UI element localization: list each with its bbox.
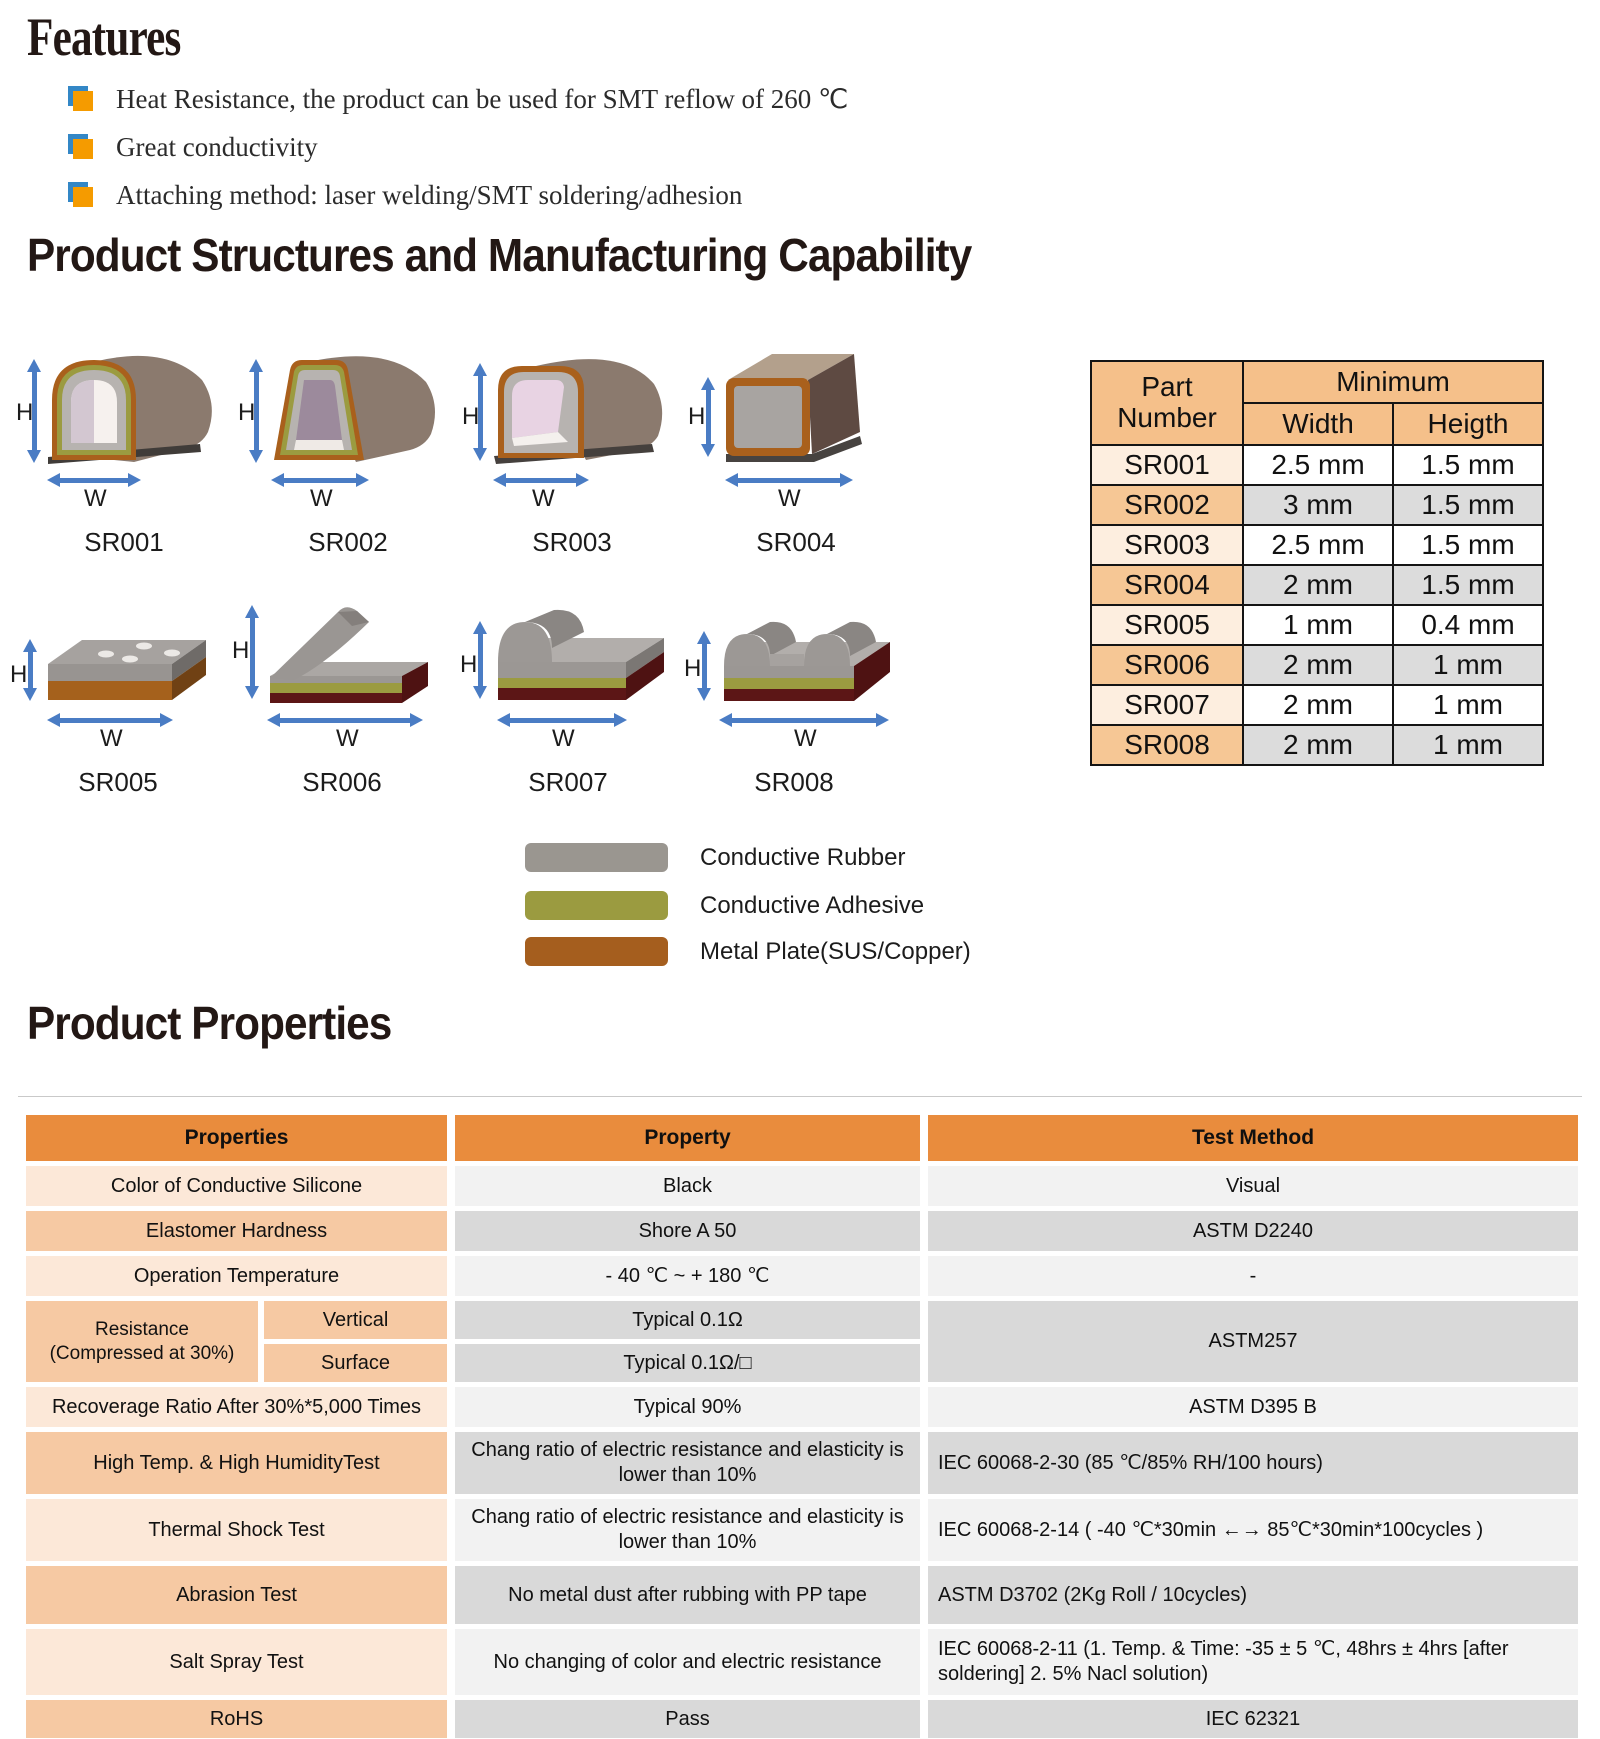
table-row: Color of Conductive Silicone Black Visual bbox=[26, 1166, 1578, 1206]
table-row: Operation Temperature - 40 ℃ ~ + 180 ℃ - bbox=[26, 1256, 1578, 1296]
profile-sr006-icon bbox=[232, 580, 452, 750]
profile-sr002-icon bbox=[238, 340, 458, 510]
w-label: W bbox=[532, 485, 555, 510]
diagram-sr003 bbox=[462, 340, 682, 558]
diagram-sr005 bbox=[8, 580, 228, 798]
adhesive-swatch-icon bbox=[525, 891, 668, 920]
profile-sr001-icon bbox=[14, 340, 234, 510]
feature-item bbox=[68, 180, 742, 210]
h-label: H bbox=[462, 403, 480, 430]
legend-item-rubber bbox=[525, 843, 905, 872]
table-row: SR004 2 mm 1.5 mm bbox=[1091, 565, 1543, 605]
col-header-width: Width bbox=[1243, 403, 1393, 445]
table-row: SR001 2.5 mm 1.5 mm bbox=[1091, 445, 1543, 485]
h-label: H bbox=[10, 661, 28, 688]
w-label: W bbox=[100, 725, 123, 750]
table-row: SR007 2 mm 1 mm bbox=[1091, 685, 1543, 725]
feature-text: Great conductivity bbox=[116, 131, 318, 162]
profile-sr007-icon bbox=[458, 580, 678, 750]
diagram-sr007 bbox=[458, 580, 678, 798]
table-row: SR003 2.5 mm 1.5 mm bbox=[1091, 525, 1543, 565]
diagram-sr001 bbox=[14, 340, 234, 558]
h-label: H bbox=[688, 403, 706, 430]
w-label: W bbox=[778, 485, 801, 510]
h-label: H bbox=[238, 399, 256, 426]
col-header-height: Heigth bbox=[1393, 403, 1543, 445]
part-caption: SR003 bbox=[532, 527, 612, 557]
part-caption: SR005 bbox=[78, 767, 158, 797]
header-property: Property bbox=[455, 1115, 920, 1161]
table-row: Elastomer Hardness Shore A 50 ASTM D2240 bbox=[26, 1211, 1578, 1251]
profile-sr003-icon bbox=[462, 340, 682, 510]
diagram-sr004 bbox=[686, 340, 906, 558]
part-caption: SR006 bbox=[302, 767, 382, 797]
legend-item-adhesive bbox=[525, 891, 924, 920]
resistance-sub-surface: Surface bbox=[264, 1344, 447, 1382]
w-label: W bbox=[336, 725, 359, 750]
h-label: H bbox=[684, 655, 702, 682]
col-header-part-number: Part Number bbox=[1091, 361, 1243, 445]
table-row: Recoverage Ratio After 30%*5,000 Times Typical 90% ASTM D395 B bbox=[26, 1387, 1578, 1427]
diagram-sr006 bbox=[232, 580, 452, 798]
h-label: H bbox=[232, 637, 250, 664]
square-bullet-icon bbox=[68, 134, 94, 160]
table-row: Thermal Shock Test Chang ratio of electric resistance and elasticity is lower than 10% IEC 60068-2-14 ( -40 ℃*30min ←→ 85℃*30min*100cycles ) bbox=[26, 1499, 1578, 1561]
resistance-sub-vertical: Vertical bbox=[264, 1301, 447, 1339]
feature-text: Attaching method: laser welding/SMT soldering/adhesion bbox=[116, 179, 743, 210]
w-label: W bbox=[84, 485, 107, 510]
table-row: SR006 2 mm 1 mm bbox=[1091, 645, 1543, 685]
minimum-dimensions-table bbox=[1090, 360, 1544, 766]
table-row: RoHS Pass IEC 62321 bbox=[26, 1700, 1578, 1738]
legend-label: Conductive Rubber bbox=[700, 843, 906, 871]
diagram-sr002 bbox=[238, 340, 458, 558]
section-divider bbox=[18, 1096, 1582, 1097]
col-header-minimum: Minimum bbox=[1243, 361, 1543, 403]
table-row: Abrasion Test No metal dust after rubbing with PP tape ASTM D3702 (2Kg Roll / 10cycles) bbox=[26, 1566, 1578, 1624]
profile-sr005-icon bbox=[8, 580, 228, 750]
w-label: W bbox=[794, 725, 817, 750]
table-row: SR005 1 mm 0.4 mm bbox=[1091, 605, 1543, 645]
table-row: Salt Spray Test No changing of color and electric resistance IEC 60068-2-11 (1. Temp. & Time: -35 ± 5 ℃, 48hrs ± 4hrs [after soldering] 2. 5% Nacl solution) bbox=[26, 1629, 1578, 1695]
profile-sr008-icon bbox=[684, 580, 904, 750]
header-test-method: Test Method bbox=[928, 1115, 1578, 1161]
header-properties: Properties bbox=[26, 1115, 447, 1161]
features-title: Features bbox=[27, 7, 181, 67]
metal-swatch-icon bbox=[525, 937, 668, 966]
w-label: W bbox=[310, 485, 333, 510]
properties-table bbox=[26, 1115, 1578, 1739]
diagram-sr008 bbox=[684, 580, 904, 798]
part-caption: SR002 bbox=[308, 527, 388, 557]
table-row: High Temp. & High HumidityTest Chang ratio of electric resistance and elasticity is lower than 10% IEC 60068-2-30 (85 ℃/85% RH/100 hours) bbox=[26, 1432, 1578, 1494]
structures-title: Product Structures and Manufacturing Capability bbox=[27, 229, 972, 281]
part-caption: SR004 bbox=[756, 527, 836, 557]
square-bullet-icon bbox=[68, 86, 94, 112]
feature-text: Heat Resistance, the product can be used for SMT reflow of 260 ℃ bbox=[116, 83, 849, 114]
part-caption: SR001 bbox=[84, 527, 164, 557]
legend-label: Conductive Adhesive bbox=[700, 891, 925, 919]
feature-item bbox=[68, 132, 318, 162]
profile-sr004-icon bbox=[686, 340, 906, 510]
h-label: H bbox=[16, 399, 34, 426]
w-label: W bbox=[552, 725, 575, 750]
table-row: SR002 3 mm 1.5 mm bbox=[1091, 485, 1543, 525]
h-label: H bbox=[460, 651, 478, 678]
square-bullet-icon bbox=[68, 182, 94, 208]
resistance-row: Resistance (Compressed at 30%) Vertical Surface Typical 0.1Ω Typical 0.1Ω/□ ASTM257 bbox=[26, 1301, 1578, 1382]
properties-header-row bbox=[26, 1115, 1578, 1161]
part-caption: SR008 bbox=[754, 767, 834, 797]
properties-title: Product Properties bbox=[27, 997, 392, 1049]
table-row: SR008 2 mm 1 mm bbox=[1091, 725, 1543, 765]
feature-item bbox=[68, 84, 848, 114]
legend-item-metal bbox=[525, 937, 971, 966]
legend-label: Metal Plate(SUS/Copper) bbox=[700, 937, 971, 965]
resistance-label: Resistance (Compressed at 30%) bbox=[26, 1301, 258, 1382]
part-caption: SR007 bbox=[528, 767, 608, 797]
rubber-swatch-icon bbox=[525, 843, 668, 872]
